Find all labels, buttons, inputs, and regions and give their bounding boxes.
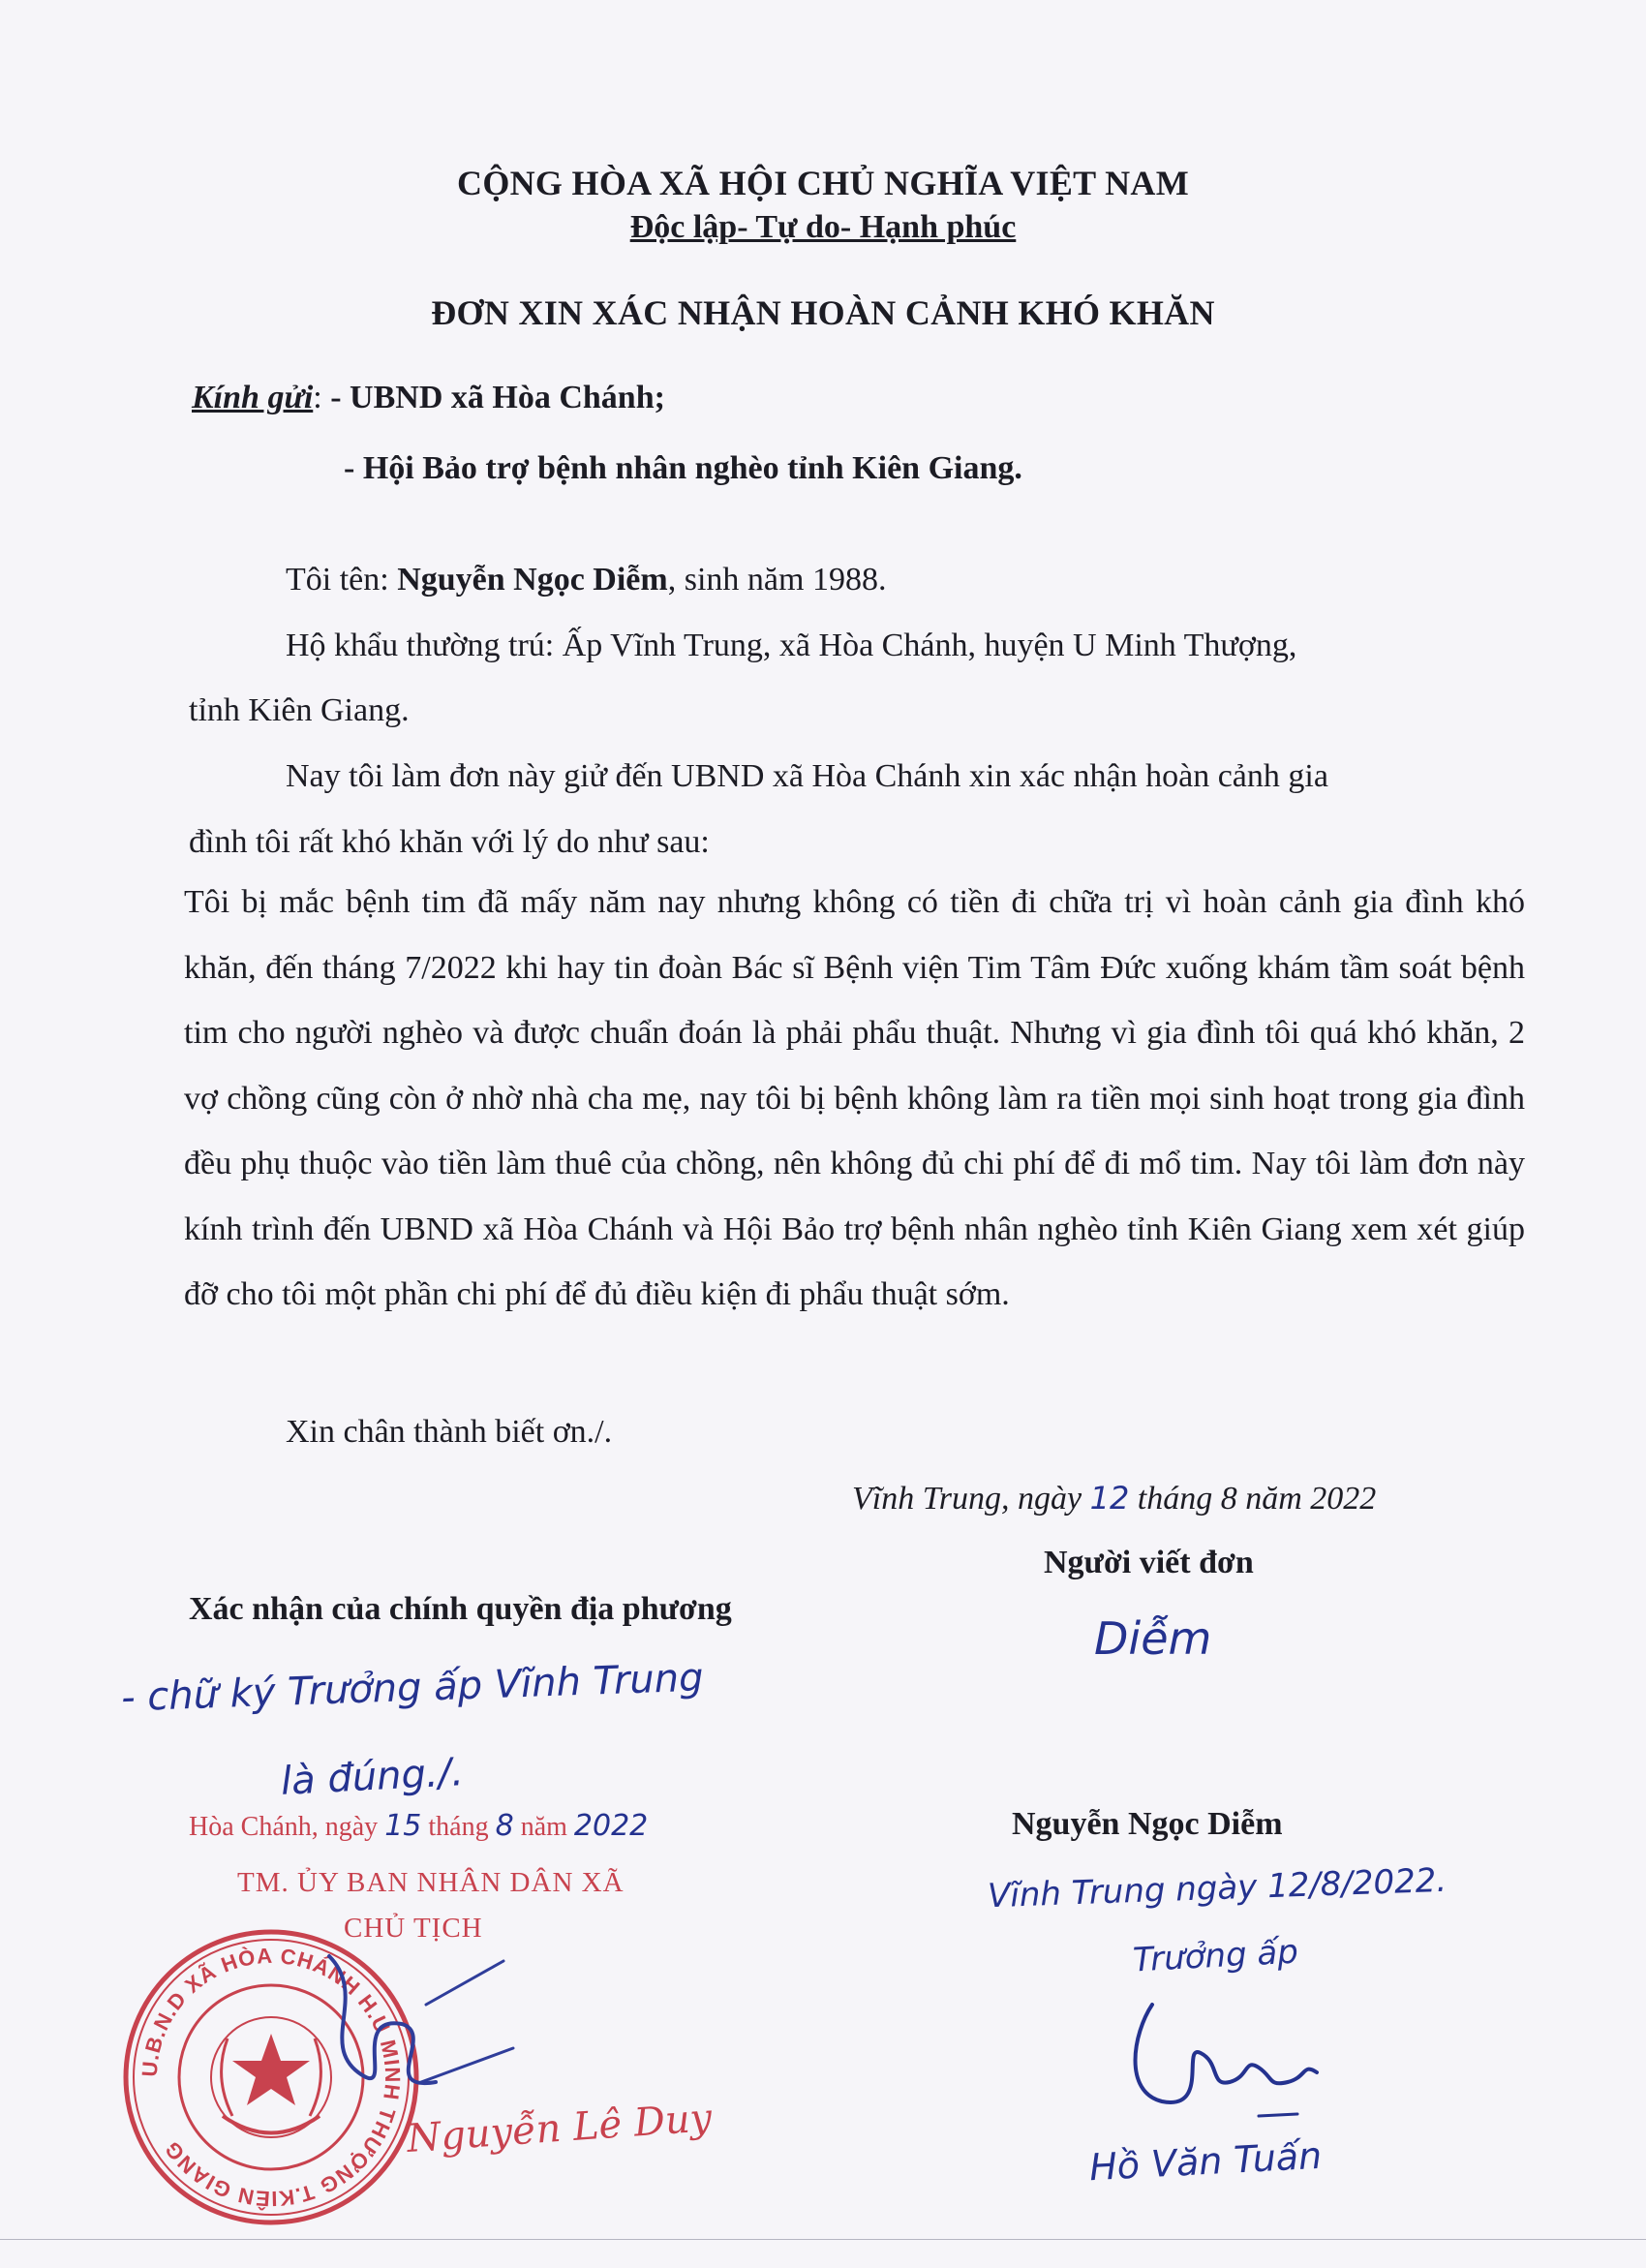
applicant-name-inline: Nguyễn Ngọc Diễm: [397, 562, 668, 598]
local-confirmation-note-2: là đúng./.: [279, 1750, 465, 1804]
intro-line-2: đình tôi rất khó khăn với lý do như sau:: [189, 824, 710, 860]
name-suffix: , sinh năm 1988.: [667, 562, 887, 598]
country-heading: CỘNG HÒA XÃ HỘI CHỦ NGHĨA VIỆT NAM: [457, 164, 1189, 202]
name-prefix: Tôi tên:: [286, 562, 398, 598]
intro-line-1: Nay tôi làm đơn này giử đến UBND xã Hòa Chánh xin xác nhận hoàn cảnh gia: [286, 758, 1328, 794]
stamp-date-line: [189, 1809, 648, 1843]
stamp-month-label: tháng: [421, 1812, 496, 1842]
hamlet-title: Trưởng ấp: [1132, 1932, 1299, 1980]
motto: Độc lập- Tự do- Hạnh phúc: [629, 209, 1017, 245]
applicant-heading: Người viết đơn: [1044, 1545, 1254, 1580]
recipient-1: - UBND xã Hòa Chánh;: [321, 380, 665, 415]
hamlet-date-line: Vĩnh Trung ngày 12/8/2022.: [987, 1860, 1448, 1916]
dateline-day: 12: [1089, 1480, 1130, 1517]
stamp-day: 15: [384, 1809, 422, 1843]
hamlet-signature-icon: [1113, 1985, 1365, 2130]
seal-text: U.B.N.D XÃ HÒA CHÁNH H.U MINH THƯỢNG T.KIÊN GIANG: [137, 1943, 406, 2212]
stamp-month: 8: [495, 1809, 514, 1843]
stamp-year: 2022: [573, 1809, 649, 1843]
dateline-suffix: tháng 8 năm 2022: [1129, 1481, 1377, 1517]
stamp-year-label: năm: [513, 1812, 574, 1842]
recipient-2: - Hội Bảo trợ bệnh nhân nghèo tỉnh Kiên Giang.: [344, 450, 1022, 486]
local-confirmation-note-1: - chữ ký Trưởng ấp Vĩnh Trung: [120, 1655, 705, 1721]
committee-label: TM. ỦY BAN NHÂN DÂN XÃ: [237, 1867, 625, 1898]
address-line-1: Hộ khẩu thường trú: Ấp Vĩnh Trung, xã Hòa Chánh, huyện U Minh Thượng,: [286, 628, 1297, 663]
bottom-edge-line: [0, 2239, 1646, 2240]
seal-star-icon: [232, 2034, 310, 2105]
dateline-prefix: Vĩnh Trung, ngày: [852, 1481, 1090, 1517]
local-confirmation-heading: Xác nhận của chính quyền địa phương: [189, 1591, 732, 1627]
document-title: ĐƠN XIN XÁC NHẬN HOÀN CẢNH KHÓ KHĂN: [431, 293, 1215, 332]
hamlet-chief-name: Hồ Văn Tuấn: [1088, 2133, 1324, 2190]
dateline: [852, 1480, 1376, 1517]
applicant-printed-name: Nguyễn Ngọc Diễm: [1012, 1806, 1283, 1842]
recipients-label: Kính gửi: [192, 380, 314, 415]
chair-name: Nguyễn Lê Duy: [405, 2096, 714, 2161]
chair-position: CHỦ TỊCH: [344, 1913, 483, 1944]
stamp-date-prefix: Hòa Chánh, ngày: [189, 1812, 385, 1842]
thanks-line: Xin chân thành biết ơn./.: [286, 1414, 613, 1450]
name-line: [286, 562, 886, 598]
applicant-signature: Diễm: [1094, 1612, 1212, 1665]
reason-paragraph: Tôi bị mắc bệnh tim đã mấy năm nay nhưng không có tiền đi chữa trị vì hoàn cảnh gia đình khó khăn, đến tháng 7/2022 khi hay tin đoàn Bác sĩ Bệnh viện Tim Tâm Đức xuống khám tầm soát bệnh tim cho người nghèo và được chuẩn đoán là phải phẩu thuật. Nhưng vì gia đình tôi quá khó khăn, 2 vợ chồng cũng còn ở nhờ nhà cha mẹ, nay tôi bị bệnh không làm ra tiền mọi sinh hoạt trong gia đình đều phụ thuộc vào tiền làm thuê của chồng, nên không đủ chi phí để đi mổ tim. Nay tôi làm đơn này kính trình đến UBND xã Hòa Chánh và Hội Bảo trợ bệnh nhân nghèo tỉnh Kiên Giang xem xét giúp đỡ cho tôi một phần chi phí để đủ điều kiện đi phẩu thuật sớm.: [184, 884, 1525, 1312]
address-line-2: tỉnh Kiên Giang.: [189, 692, 410, 728]
recipients-colon: :: [313, 380, 322, 415]
recipients-line-1: [192, 380, 665, 416]
